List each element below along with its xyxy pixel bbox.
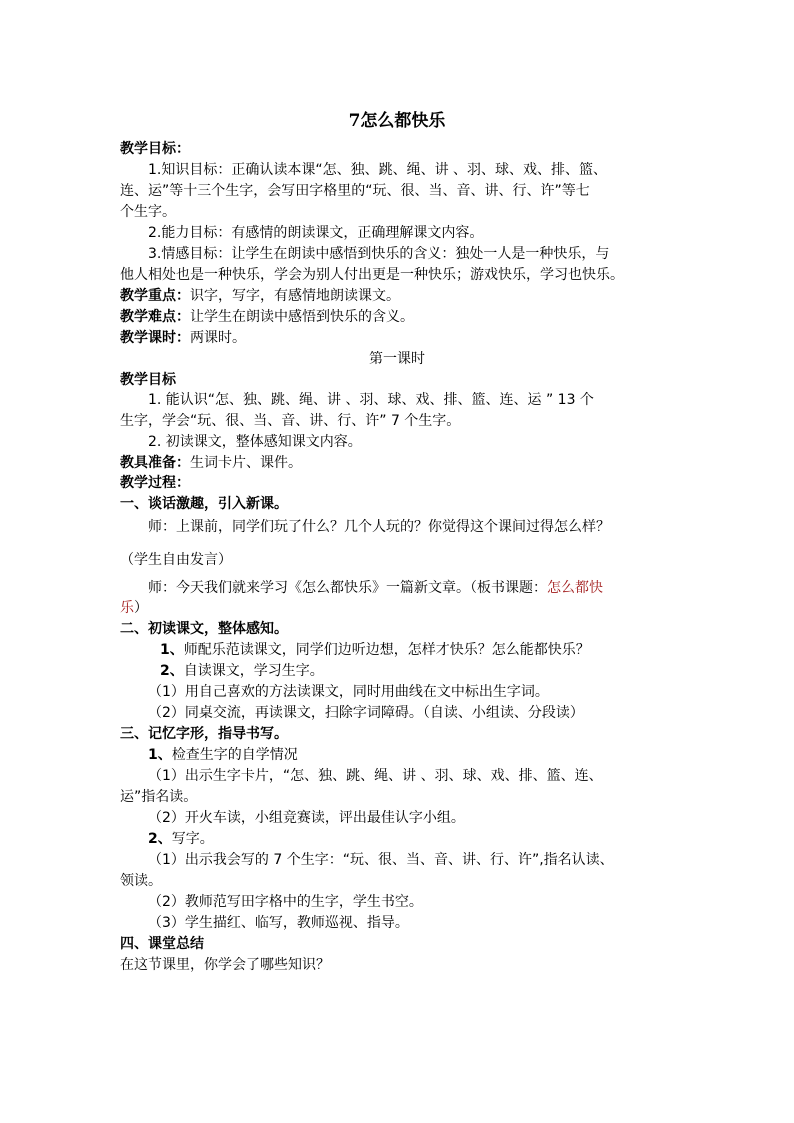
objective-1-line-1: 1.知识目标：正确认读本课“怎、独、跳、绳、讲 、羽、球、戏、排、篮、 (148, 162, 608, 178)
board-title-part-1: 怎么都快 (547, 580, 603, 596)
section-1-para-1: 师：上课前，同学们玩了什么？几个人玩的？你觉得这个课间过得怎么样？ (148, 519, 610, 535)
section-2-heading: 二、初读课文，整体感知。 (120, 621, 288, 637)
section-1-para-3-line-2 (120, 598, 148, 618)
section-2-step-2-num: 2、 (160, 663, 184, 679)
section-1-para-3-text: 师：今天我们就来学习《怎么都快乐》一篇新文章。（板书课题： (148, 580, 547, 596)
section-3-step-2-text: 写字。 (171, 831, 214, 847)
section-3-step-1 (148, 745, 298, 765)
section-3-step-2-num: 2、 (148, 831, 172, 847)
section-1-para-2: （学生自由发言） (120, 552, 232, 568)
section-1-para-3-line-1 (148, 578, 603, 598)
section-3-sub-2: （2）开火车读，小组竞赛读，评出最佳认字小组。 (148, 810, 465, 826)
document-title: 7怎么都快乐 (348, 111, 446, 131)
section-3-sub-3-line-1: （1）出示我会写的 7 个生字：“玩、很、当、音、讲、行、许”,指名认读、 (148, 852, 614, 868)
hours (120, 328, 246, 348)
section-4-heading: 四、课堂总结 (120, 936, 204, 952)
section-1-heading: 一、谈话激趣，引入新课。 (120, 496, 288, 512)
section-2-step-1-text: 师配乐范读课文，同学们边听边想，怎样才快乐？怎么能都快乐？ (183, 642, 590, 658)
process-heading: 教学过程： (120, 475, 190, 491)
section-3-sub-3-line-2: 领读。 (120, 873, 162, 889)
lesson-goal-2: 2. 初读课文，整体感知课文内容。 (148, 434, 362, 450)
difficulty (120, 307, 414, 327)
key-points (120, 286, 400, 306)
lesson-goals-heading: 教学目标 (120, 372, 176, 388)
section-4-text: 在这节课里，你学会了哪些知识？ (120, 957, 330, 973)
lesson-heading: 第一课时 (369, 351, 425, 367)
prep (120, 453, 302, 473)
section-2-step-2 (160, 661, 324, 681)
section-3-sub-4: （2）教师范写田字格中的生字，学生书空。 (148, 894, 423, 910)
objectives-heading: 教学目标： (120, 141, 190, 157)
section-3-sub-1-line-1: （1）出示生字卡片，“怎、独、跳、绳、讲 、羽、球、戏、排、篮、连、 (148, 768, 603, 784)
objective-3-line-1: 3.情感目标：让学生在朗读中感悟到快乐的含义：独处一人是一种快乐，与 (148, 246, 610, 262)
board-title-part-2: 乐 (120, 600, 134, 616)
prep-text: 生词卡片、课件。 (190, 455, 302, 471)
section-3-sub-1-line-2: 运”指名读。 (120, 789, 198, 805)
objective-1-line-3: 个生字。 (120, 204, 176, 220)
key-points-label: 教学重点： (120, 288, 190, 304)
objective-1-line-2: 连、运”等十三个生字，会写田字格里的“玩、很、当、音、讲、行、许”等七 (120, 183, 590, 199)
section-3-heading: 三、记忆字形，指导书写。 (120, 726, 288, 742)
section-3-sub-5: （3）学生描红、临写，教师巡视、指导。 (148, 915, 409, 931)
section-2-step-1-num: 1、 (160, 642, 184, 658)
hours-label: 教学课时： (120, 330, 190, 346)
section-2-step-2-text: 自读课文，学习生字。 (183, 663, 324, 679)
objective-3-line-2: 他人相处也是一种快乐，学会为别人付出更是一种快乐；游戏快乐，学习也快乐。 (120, 267, 624, 283)
section-2-step-1 (160, 640, 590, 660)
lesson-goal-1-line-1: 1. 能认识“怎、独、跳、绳、讲 、羽、球、戏、排、篮、连、运 ” 13 个 (148, 392, 594, 408)
section-1-para-3-end: ） (134, 600, 148, 616)
section-3-step-1-text: 检查生字的自学情况 (171, 747, 298, 763)
section-2-sub-1: （1）用自己喜欢的方法读课文，同时用曲线在文中标出生字词。 (148, 684, 549, 700)
section-3-step-2 (148, 829, 214, 849)
section-2-sub-2: （2）同桌交流，再读课文，扫除字词障碍。（自读、小组读、分段读） (148, 705, 584, 721)
key-points-text: 识字，写字，有感情地朗读课文。 (190, 288, 400, 304)
difficulty-label: 教学难点： (120, 309, 190, 325)
difficulty-text: 让学生在朗读中感悟到快乐的含义。 (190, 309, 414, 325)
objective-2: 2.能力目标：有感情的朗读课文，正确理解课文内容。 (148, 225, 484, 241)
section-3-step-1-num: 1、 (148, 747, 172, 763)
lesson-goal-1-line-2: 生字，学会“玩、很、当、音、讲、行、许” 7 个生字。 (120, 413, 461, 429)
prep-label: 教具准备： (120, 455, 190, 471)
hours-text: 两课时。 (190, 330, 246, 346)
